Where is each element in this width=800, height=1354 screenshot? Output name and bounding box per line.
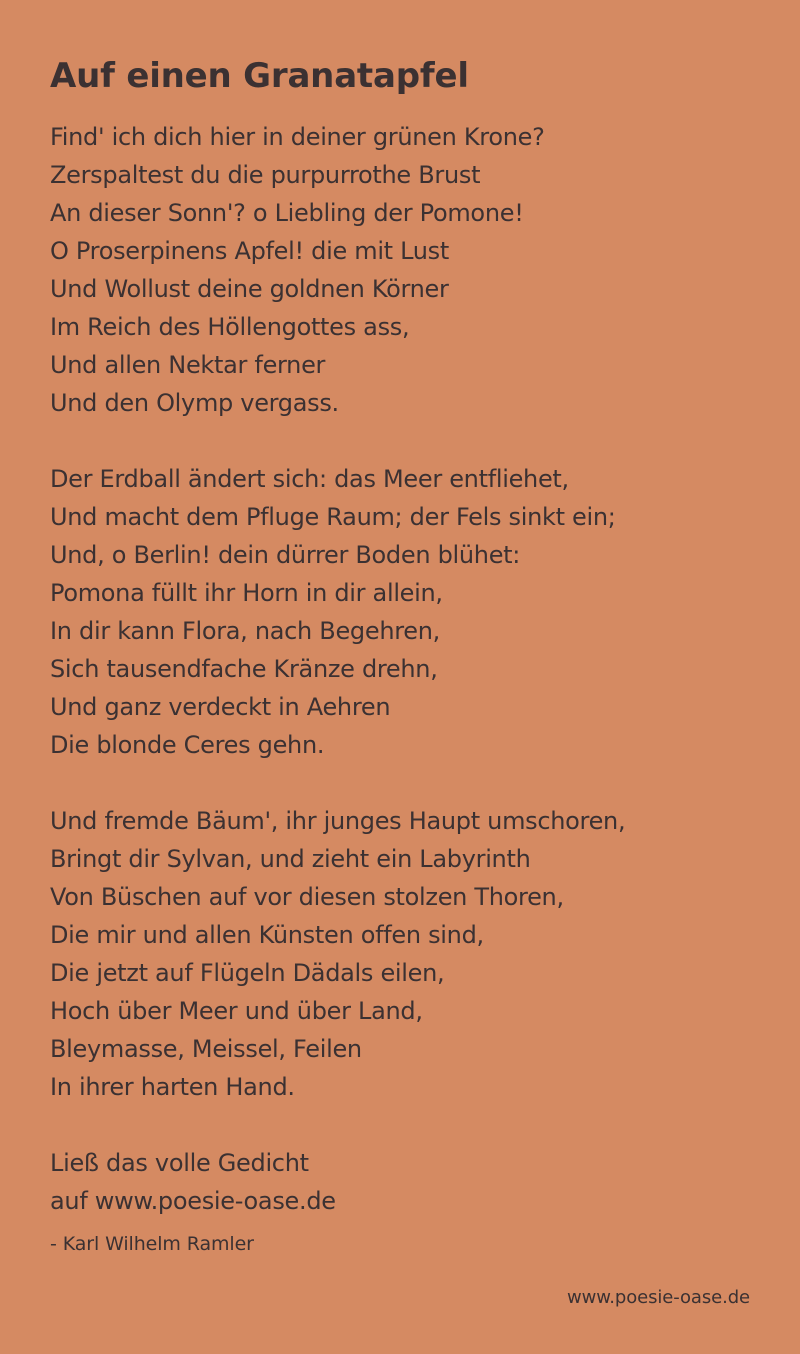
stanza-1 <box>50 118 770 422</box>
poem-line: Bringt dir Sylvan, und zieht ein Labyrinth <box>50 845 531 873</box>
callout-line-2: auf www.poesie-oase.de <box>50 1187 336 1215</box>
full-poem-callout <box>50 1144 770 1220</box>
poem-line: Und allen Nektar ferner <box>50 351 326 379</box>
stanza-3 <box>50 802 770 1106</box>
poem-line: Find' ich dich hier in deiner grünen Krone? <box>50 123 545 151</box>
poem-title: Auf einen Granatapfel <box>50 56 469 96</box>
poem-line: Und macht dem Pfluge Raum; der Fels sinkt ein; <box>50 503 616 531</box>
poem-line: Die mir und allen Künsten offen sind, <box>50 921 484 949</box>
poem-line: Und den Olymp vergass. <box>50 389 339 417</box>
poem-line: Sich tausendfache Kränze drehn, <box>50 655 438 683</box>
poem-line: Bleymasse, Meissel, Feilen <box>50 1035 362 1063</box>
poem-line: An dieser Sonn'? o Liebling der Pomone! <box>50 199 524 227</box>
poem-card <box>50 54 770 1258</box>
poem-line: Und ganz verdeckt in Aehren <box>50 693 391 721</box>
callout-line-1: Ließ das volle Gedicht <box>50 1149 309 1177</box>
poem-line: In ihrer harten Hand. <box>50 1073 295 1101</box>
poem-line: In dir kann Flora, nach Begehren, <box>50 617 440 645</box>
poem-line: Und Wollust deine goldnen Körner <box>50 275 449 303</box>
poem-line: Die blonde Ceres gehn. <box>50 731 325 759</box>
poem-line: Und, o Berlin! dein dürrer Boden blühet: <box>50 541 521 569</box>
poem-line: Hoch über Meer und über Land, <box>50 997 423 1025</box>
poem-line: Pomona füllt ihr Horn in dir allein, <box>50 579 443 607</box>
stanza-2 <box>50 460 770 764</box>
site-watermark: www.poesie-oase.de <box>567 1287 750 1308</box>
poem-line: Zerspaltest du die purpurrothe Brust <box>50 161 481 189</box>
poem-line: Im Reich des Höllengottes ass, <box>50 313 410 341</box>
poem-line: O Proserpinens Apfel! die mit Lust <box>50 237 449 265</box>
poem-line: Von Büschen auf vor diesen stolzen Thoren, <box>50 883 564 911</box>
poem-line: Und fremde Bäum', ihr junges Haupt umschoren, <box>50 807 626 835</box>
poem-author: - Karl Wilhelm Ramler <box>50 1233 254 1255</box>
poem-line: Der Erdball ändert sich: das Meer entfliehet, <box>50 465 569 493</box>
poem-line: Die jetzt auf Flügeln Dädals eilen, <box>50 959 445 987</box>
